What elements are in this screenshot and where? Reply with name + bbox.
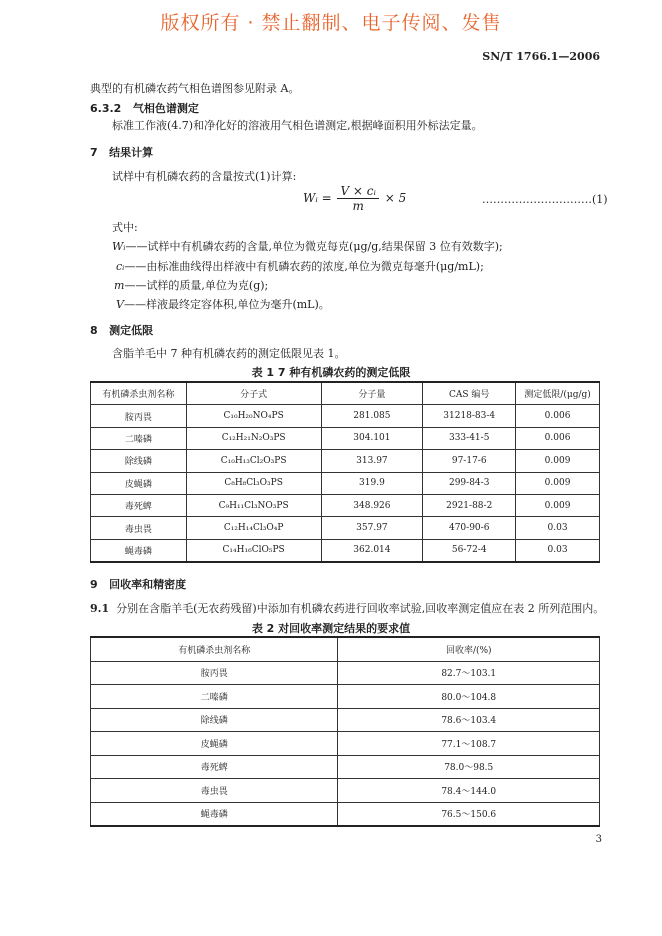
table-row [91,539,600,562]
table-cell: 78.0～98.5 [338,755,600,779]
section-title: 回收率和精密度 [109,578,187,591]
formula-numerator: V × cᵢ [337,184,378,199]
table-1 [90,381,600,563]
table-cell: 362.014 [321,539,423,562]
table-cell: 78.6～103.4 [338,708,600,732]
table-row [91,472,600,494]
table-row [91,517,600,539]
table-2-caption: 表 2 对回收率测定结果的要求值 [251,622,411,635]
section-7-intro: 试样中有机磷农药的含量按式(1)计算: [112,170,297,183]
table-header-cell: 回收率/(%) [338,637,600,661]
table-1-caption: 表 1 7 种有机磷农药的测定低限 [251,366,411,379]
table-cell: 56-72-4 [423,539,516,562]
table-header-cell: 有机磷杀虫剂名称 [91,637,338,661]
table-cell: 二嗪磷 [91,427,187,449]
table-cell: C₉H₁₁Cl₃NO₃PS [186,494,321,516]
table-cell: 348.926 [321,494,423,516]
table-cell: 299-84-3 [423,472,516,494]
section-number: 6.3.2 [90,102,122,115]
table-cell: 80.0～104.8 [338,685,600,709]
table-cell: 304.101 [321,427,423,449]
table-row [91,661,600,685]
table-cell: 胺丙畏 [91,405,187,427]
table-cell: 319.9 [321,472,423,494]
table-row [91,427,600,449]
watermark-banner: 版权所有 · 禁止翻制、电子传阅、发售 [160,12,502,34]
standard-number: SN/T 1766.1—2006 [482,50,600,63]
table-cell: 二嗪磷 [91,685,338,709]
table-cell: 0.006 [516,405,600,427]
table-cell: C₁₀H₁₃Cl₂O₃PS [186,450,321,472]
table-cell: 蝇毒磷 [91,539,187,562]
def-symbol: cᵢ [116,260,125,273]
table-header-cell: CAS 编号 [423,382,516,405]
table-cell: 0.03 [516,517,600,539]
section-6-3-2-heading [90,100,199,116]
def-symbol: m [114,279,125,292]
table-cell: 2921-88-2 [423,494,516,516]
table-row [91,802,600,826]
table-cell: C₁₀H₂₀NO₄PS [186,405,321,427]
table-header-cell: 测定低限/(μg/g) [516,382,600,405]
section-number: 9 [90,578,98,591]
table-header-cell: 分子量 [321,382,423,405]
def-text: ——试样的质量,单位为克(g); [124,279,269,292]
table-cell: 皮蝇磷 [91,472,187,494]
def-symbol: V [116,298,124,311]
table-row [91,732,600,756]
table-cell: 97-17-6 [423,450,516,472]
table-cell: 357.97 [321,517,423,539]
formula-lhs: Wᵢ = [303,191,332,205]
def-text: ——由标准曲线得出样液中有机磷农药的浓度,单位为微克每毫升(μg/mL); [124,260,484,273]
table-2 [90,636,600,827]
section-9-1-body: 分别在含脂羊毛(无农药残留)中添加有机磷农药进行回收率试验,回收率测定值应在表 2 所列范围内。 [116,602,605,615]
section-6-3-2-body: 标准工作液(4.7)和净化好的溶液用气相色谱测定,根据峰面积用外标法定量。 [112,119,483,132]
table-cell: 胺丙畏 [91,661,338,685]
page-number: 3 [595,834,602,845]
table-cell: C₁₄H₁₆ClO₅PS [186,539,321,562]
table-cell: C₁₂H₁₄Cl₃O₄P [186,517,321,539]
table-cell: 毒死蜱 [91,494,187,516]
section-number: 9.1 [90,602,110,615]
table-cell: 0.009 [516,494,600,516]
table-cell: C₈H₈Cl₃O₃PS [186,472,321,494]
table-cell: 除线磷 [91,708,338,732]
table-row [91,450,600,472]
table-cell: 333-41-5 [423,427,516,449]
def-symbol: Wᵢ [112,240,126,253]
section-number: 7 [90,146,98,159]
table-row [91,405,600,427]
table-row [91,685,600,709]
table-cell: 281.085 [321,405,423,427]
formula-1 [303,184,406,213]
formula-denominator: m [352,199,364,213]
table-cell: 313.97 [321,450,423,472]
table-row [91,494,600,516]
section-number: 8 [90,324,98,337]
def-row [112,238,503,254]
section-9-heading [90,576,186,592]
def-text: ——试样中有机磷农药的含量,单位为微克每克(μg/g,结果保留 3 位有效数字); [125,240,503,253]
table-cell: C₁₂H₂₁N₂O₃PS [186,427,321,449]
formula-fraction [337,184,378,213]
table-cell: 82.7～103.1 [338,661,600,685]
table-header-cell: 分子式 [186,382,321,405]
where-label: 式中: [112,221,138,234]
section-title: 气相色谱测定 [132,102,199,115]
def-row [116,296,330,312]
table-cell: 皮蝇磷 [91,732,338,756]
formula-number: …………………………(1) [482,193,608,206]
table-cell: 0.006 [516,427,600,449]
def-text: ——样液最终定容体积,单位为毫升(mL)。 [123,298,330,311]
formula-tail: × 5 [384,191,407,205]
table-cell: 毒虫畏 [91,779,338,803]
def-row [116,258,484,274]
section-8-body: 含脂羊毛中 7 种有机磷农药的测定低限见表 1。 [112,347,346,360]
section-9-1 [90,600,604,616]
section-title: 结果计算 [109,146,154,159]
table-cell: 76.5～150.6 [338,802,600,826]
table-cell: 77.1～108.7 [338,732,600,756]
def-row [114,277,268,293]
table-cell: 31218-83-4 [423,405,516,427]
intro-line: 典型的有机磷农药气相色谱图参见附录 A。 [90,82,300,95]
table-cell: 0.03 [516,539,600,562]
table-cell: 0.009 [516,472,600,494]
table-cell: 0.009 [516,450,600,472]
section-7-heading [90,144,153,160]
table-cell: 毒死蜱 [91,755,338,779]
table-header-cell: 有机磷杀虫剂名称 [91,382,187,405]
table-cell: 蝇毒磷 [91,802,338,826]
section-8-heading [90,322,153,338]
section-title: 测定低限 [109,324,154,337]
table-cell: 毒虫畏 [91,517,187,539]
table-header-row [91,637,600,661]
table-row [91,708,600,732]
table-header-row [91,382,600,405]
table-row [91,755,600,779]
table-row [91,779,600,803]
table-cell: 除线磷 [91,450,187,472]
table-cell: 78.4～144.0 [338,779,600,803]
table-cell: 470-90-6 [423,517,516,539]
